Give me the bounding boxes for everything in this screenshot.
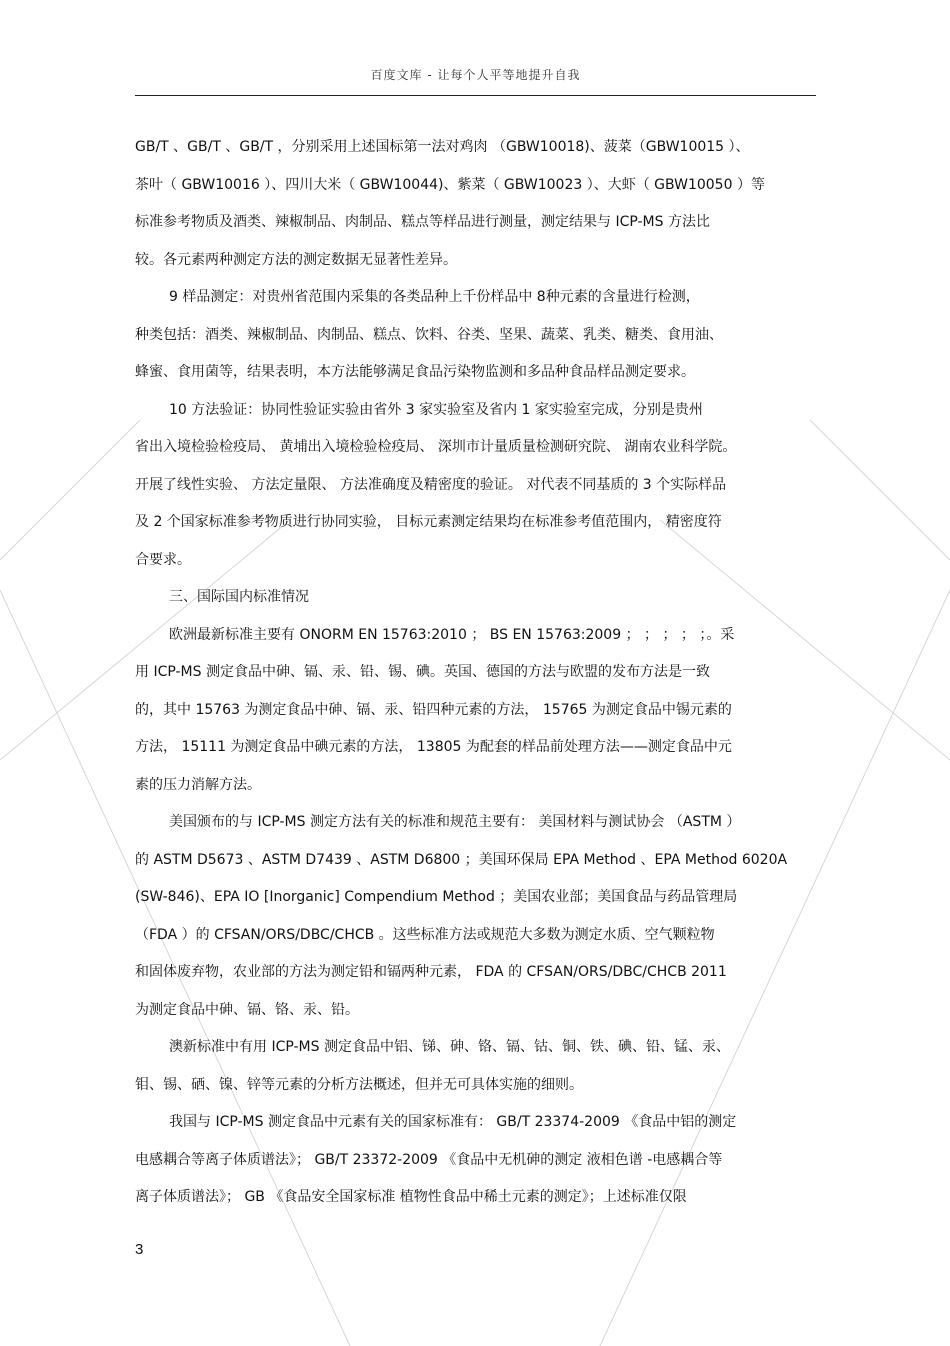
document-body [135, 129, 816, 1217]
header-divider [135, 95, 816, 96]
text-line: 欧洲最新标准主要有 ONORM EN 15763:2010 ； BS EN 15763:2009 ； ； ； ； ；。采 [169, 626, 735, 643]
text-line: 美国颁布的与 ICP-MS 测定方法有关的标准和规范主要有： 美国材料与测试协会 （ASTM ） [169, 814, 741, 830]
text-line: 澳新标准中有用 ICP-MS 测定食品中铝、锑、砷、铬、镉、钴、铜、铁、碘、铅、锰、汞、 [169, 1039, 730, 1055]
text-line: 我国与 ICP-MS 测定食品中元素有关的国家标准有： GB/T 23374-2009 《食品中铝的测定 [169, 1114, 737, 1130]
text-line: 较。各元素两种测定方法的测定数据无显著性差异。 [135, 251, 457, 268]
text-line: 合要求。 [135, 551, 191, 568]
text-line: 为测定食品中砷、镉、铬、汞、铅。 [135, 1001, 359, 1018]
text-line: 9 样品测定：对贵州省范围内采集的各类品种上千份样品中 8种元素的含量进行检测， [169, 289, 700, 305]
text-line: （FDA ）的 CFSAN/ORS/DBC/CHCB 。这些标准方法或规范大多数为测定水质、空气颗粒物 [135, 926, 715, 943]
text-line: 的，其中 15763 为测定食品中砷、镉、汞、铅四种元素的方法， 15765 为测定食品中锡元素的 [135, 701, 732, 718]
paragraph [135, 129, 816, 279]
text-line: 素的压力消解方法。 [135, 776, 261, 793]
text-line: 开展了线性实验、 方法定量限、 方法准确度及精密度的验证。 对代表不同基质的 3 个实际样品 [135, 476, 727, 493]
paragraph [135, 279, 816, 392]
text-line: GB/T 、GB/T 、GB/T ，分别采用上述国标第一法对鸡肉 （GBW10018)、菠菜（GBW10015 ）、 [135, 139, 750, 155]
text-line: 三、国际国内标准情况 [169, 589, 309, 605]
page-number: 3 [135, 1241, 144, 1258]
text-line: 离子体质谱法》； GB 《食品安全国家标准 植物性食品中稀土元素的测定》；上述标准仅限 [135, 1189, 687, 1205]
paragraph [135, 392, 816, 580]
text-line: 10 方法验证：协同性验证实验由省外 3 家实验室及省内 1 家实验室完成，分别是贵州 [169, 401, 703, 418]
text-line: 和固体废弃物，农业部的方法为测定铅和镉两种元素， FDA 的 CFSAN/ORS/DBC/CHCB 2011 [135, 964, 727, 980]
paragraph [135, 804, 816, 1029]
text-line: 用 ICP-MS 测定食品中砷、镉、汞、铅、锡、碘。英国、德国的方法与欧盟的发布方法是一致 [135, 664, 710, 680]
paragraph [135, 617, 816, 805]
text-line: 的 ASTM D5673 、ASTM D7439 、ASTM D6800 ；美国环保局 EPA Method 、EPA Method 6020A [135, 851, 788, 868]
text-line: 电感耦合等离子体质谱法》； GB/T 23372-2009 《食品中无机砷的测定 液相色谱 -电感耦合等 [135, 1151, 723, 1168]
text-line: 标准参考物质及酒类、辣椒制品、肉制品、糕点等样品进行测量，测定结果与 ICP-MS 方法比 [135, 214, 710, 230]
paragraph [135, 1029, 816, 1104]
text-line: 省出入境检验检疫局、 黄埔出入境检验检疫局、 深圳市计量质量检测研究院、 湖南农业科学院。 [135, 439, 737, 455]
paragraph [135, 1104, 816, 1217]
text-line: 方法， 15111 为测定食品中碘元素的方法， 13805 为配套的样品前处理方法——测定食品中元 [135, 739, 732, 755]
text-line: 钼、锡、硒、镍、锌等元素的分析方法概述，但并无可具体实施的细则。 [135, 1076, 583, 1093]
text-line: 种类包括：酒类、辣椒制品、肉制品、糕点、饮料、谷类、坚果、蔬菜、乳类、糖类、食用油、 [135, 326, 723, 343]
text-line: 及 2 个国家标准参考物质进行协同实验， 目标元素测定结果均在标准参考值范围内， 精密度符 [135, 514, 722, 530]
text-line: 蜂蜜、食用菌等，结果表明，本方法能够满足食品污染物监测和多品种食品样品测定要求。 [135, 364, 695, 380]
paragraph [135, 579, 816, 617]
text-line: (SW-846)、EPA IO [Inorganic] Compendium Method ；美国农业部；美国食品与药品管理局 [135, 889, 738, 905]
text-line: 茶叶（ GBW10016 ）、四川大米（ GBW10044)、紫菜（ GBW10023 ）、大虾（ GBW10050 ）等 [135, 176, 765, 193]
page-header: 百度文库 - 让每个人平等地提升自我 [370, 68, 581, 82]
